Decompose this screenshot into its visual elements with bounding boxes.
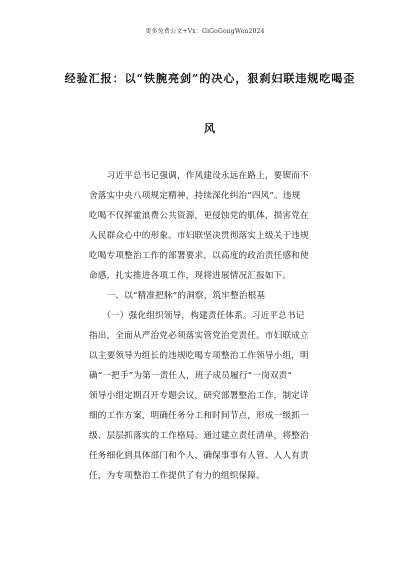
body-line: 细的工作方案，明确任务分工和时间节点，形成一级抓一 xyxy=(89,411,309,421)
body-line: 级、层层抓落实的工作格局。通过建立责任清单，将整治 xyxy=(89,431,309,441)
body-line: 吃喝专项整治工作的部署要求，以高度的政治责任感和使 xyxy=(89,251,309,261)
body-line: （一）强化组织领导，构建责任体系。习近平总书记 xyxy=(89,311,305,321)
body-line: 吃喝不仅挥霍浪费公共资源，更侵蚀党的肌体，损害党在 xyxy=(89,211,309,221)
body-line: 命感，扎实推进各项工作，现将进展情况汇报如下。 xyxy=(89,271,292,281)
body-line: 确“一把手”为第一责任人，班子成员履行“一岗双责” xyxy=(89,371,293,381)
body-line: 领导小组定期召开专题会议，研究部署整治工作，制定详 xyxy=(89,391,309,401)
body-line: 以主要领导为组长的违规吃喝专项整治工作领导小组，明 xyxy=(89,351,309,361)
document-title-line-1: 经验汇报：以“铁腕亮剑”的决心，狠刹妇联违规吃喝歪 xyxy=(64,72,356,85)
body-line: 人民群众心中的形象。市妇联坚决贯彻落实上级关于违规 xyxy=(89,231,309,241)
body-line: 习近平总书记强调，作风建设永远在路上，要锲而不 xyxy=(89,171,309,181)
body-line: 任，为专项整治工作提供了有力的组织保障。 xyxy=(89,471,265,481)
section-heading: 一、以“精准把脉”的洞察，筑牢整治根基 xyxy=(89,291,266,301)
body-line: 任务细化到具体部门和个人，确保事事有人管、人人有责 xyxy=(89,451,309,461)
body-line: 舍落实中央八项规定精神，持续深化纠治“四风”。违规 xyxy=(89,191,301,201)
header-note: 更多免费公文+Vx：GiGoGongWen2024 xyxy=(145,28,265,35)
document-title-line-2: 风 xyxy=(204,122,216,135)
body-line: 指出，全面从严治党必须落实管党治党责任。市妇联成立 xyxy=(89,331,309,341)
